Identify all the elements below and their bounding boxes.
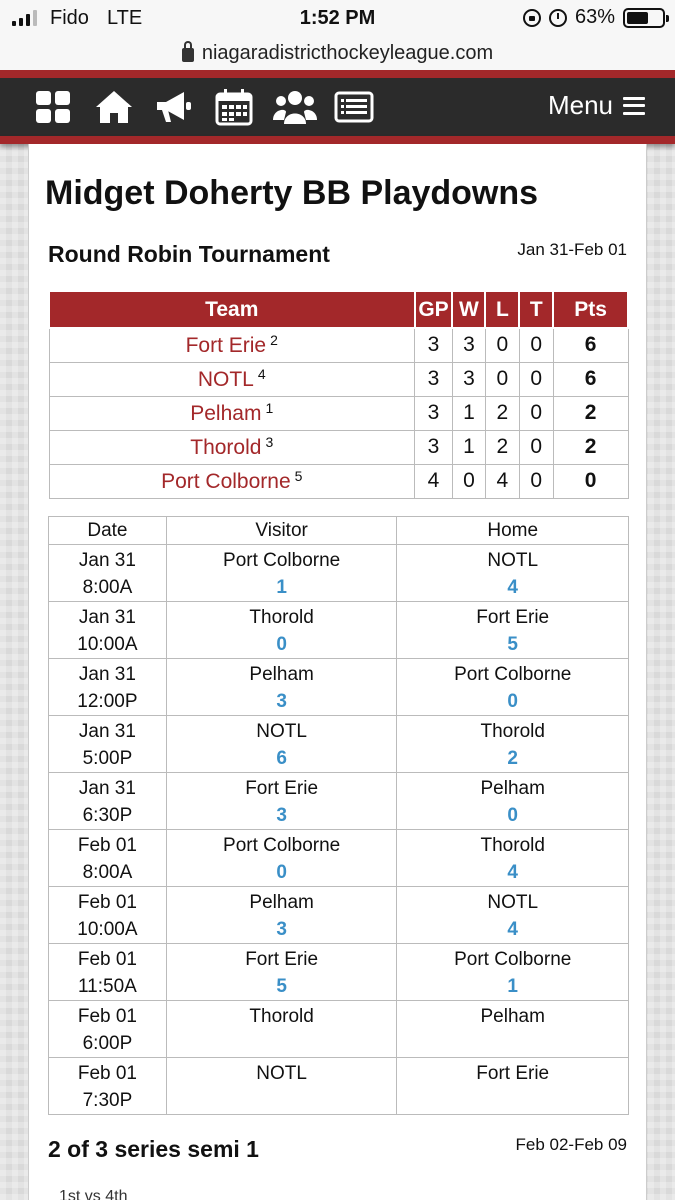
round-robin-dates: Jan 31-Feb 01 [517, 240, 627, 259]
game-date: Jan 31 [78, 778, 136, 799]
game-datetime [49, 887, 167, 944]
w-cell: 3 [452, 362, 485, 396]
network-type: LTE [107, 7, 143, 29]
semi-title: 2 of 3 series semi 1 [48, 1136, 259, 1162]
table-row [49, 362, 628, 396]
pts-cell: 2 [553, 430, 628, 464]
url-text: niagaradistricthockeyleague.com [201, 41, 494, 64]
col-w[interactable]: W [452, 292, 485, 328]
visitor-score[interactable]: 3 [276, 919, 287, 940]
l-cell: 2 [485, 396, 519, 430]
home-team: Fort Erie [476, 1063, 550, 1084]
home-team: Pelham [480, 778, 545, 799]
home-cell [397, 545, 629, 602]
visitor-cell [166, 830, 397, 887]
game-datetime [49, 830, 167, 887]
visitor-score[interactable]: 6 [276, 748, 287, 769]
gp-cell: 3 [415, 328, 453, 362]
megaphone-icon[interactable] [154, 88, 194, 126]
game-date: Feb 01 [77, 1006, 137, 1027]
alarm-icon [549, 9, 567, 27]
semi-matchup: 1st vs 4th [59, 1188, 128, 1200]
menu-label: Menu [547, 90, 613, 120]
game-datetime [49, 944, 167, 1001]
game-date: Jan 31 [78, 664, 136, 685]
game-time: 10:00A [77, 919, 138, 940]
game-time: 6:00P [82, 1033, 133, 1054]
col-visitor: Visitor [166, 517, 397, 545]
game-date: Jan 31 [78, 550, 136, 571]
visitor-team: Port Colborne [223, 550, 341, 571]
team-link[interactable]: Port Colborne $^5$ [49, 464, 415, 498]
content-panel [28, 144, 647, 1200]
visitor-score[interactable]: 1 [276, 577, 287, 598]
team-seed: 4 [257, 366, 266, 382]
visitor-score[interactable]: 3 [276, 691, 287, 712]
game-time: 8:00A [82, 862, 133, 883]
col-gp[interactable]: GP [415, 292, 453, 328]
table-row [49, 464, 628, 498]
game-time: 8:00A [82, 577, 133, 598]
visitor-cell [166, 887, 397, 944]
battery-icon [623, 8, 665, 28]
visitor-cell [166, 602, 397, 659]
visitor-score[interactable]: 3 [276, 805, 287, 826]
t-cell: 0 [519, 362, 553, 396]
visitor-cell [166, 1058, 397, 1115]
news-icon[interactable] [334, 88, 374, 126]
w-cell: 0 [452, 464, 485, 498]
game-date: Feb 01 [77, 835, 137, 856]
visitor-cell [166, 545, 397, 602]
w-cell: 3 [452, 328, 485, 362]
visitor-cell [166, 1001, 397, 1058]
people-icon[interactable] [272, 88, 318, 126]
l-cell: 0 [485, 362, 519, 396]
table-row [49, 830, 629, 887]
team-seed: 2 [270, 332, 278, 349]
games-table [48, 516, 629, 1115]
game-time: 6:30P [82, 805, 133, 826]
table-row [49, 602, 629, 659]
table-row [49, 396, 628, 430]
address-bar[interactable] [0, 36, 675, 70]
home-score[interactable]: 5 [507, 634, 518, 655]
round-robin-title: Round Robin Tournament [48, 241, 330, 267]
team-seed: 5 [294, 468, 303, 484]
game-datetime [49, 659, 167, 716]
visitor-team: Port Colborne [223, 835, 341, 856]
visitor-team: NOTL [256, 721, 307, 742]
gp-cell: 3 [415, 362, 453, 396]
l-cell: 4 [485, 464, 519, 498]
t-cell: 0 [519, 396, 553, 430]
team-seed: 1 [265, 400, 274, 416]
gp-cell: 4 [415, 464, 453, 498]
table-row [49, 545, 629, 602]
hamburger-icon [623, 97, 645, 115]
home-team: Port Colborne [454, 949, 572, 970]
visitor-team: Thorold [249, 1006, 314, 1027]
carrier-name: Fido [50, 7, 89, 29]
calendar-icon[interactable] [214, 88, 254, 126]
w-cell: 1 [452, 430, 485, 464]
home-team: Pelham [480, 1006, 545, 1027]
table-row [49, 716, 629, 773]
visitor-team: Fort Erie [245, 949, 319, 970]
semi-dates: Feb 02-Feb 09 [515, 1135, 627, 1154]
game-date: Jan 31 [78, 721, 136, 742]
game-time: 12:00P [77, 691, 138, 712]
game-datetime [49, 545, 167, 602]
home-cell [397, 773, 629, 830]
home-team: NOTL [487, 892, 539, 913]
orientation-lock-icon [523, 9, 541, 27]
game-datetime [49, 602, 167, 659]
home-cell [397, 1058, 629, 1115]
t-cell: 0 [519, 430, 553, 464]
home-team: Port Colborne [454, 664, 572, 685]
table-row [49, 1058, 629, 1115]
home-cell [397, 887, 629, 944]
team-link[interactable]: Fort Erie $^2$ [49, 328, 415, 362]
page-title: Midget Doherty BB Playdowns [45, 174, 539, 212]
table-row [49, 1001, 629, 1058]
home-cell [397, 716, 629, 773]
l-cell: 2 [485, 430, 519, 464]
game-datetime [49, 716, 167, 773]
visitor-score[interactable]: 5 [276, 976, 287, 997]
standings-header-row [49, 292, 628, 328]
table-row [49, 773, 629, 830]
team-link[interactable]: NOTL $^4$ [49, 362, 415, 396]
visitor-score[interactable]: 0 [276, 862, 287, 883]
pts-cell: 6 [553, 362, 628, 396]
visitor-team: Pelham [249, 664, 314, 685]
games-header-row [49, 517, 629, 545]
site-nav [0, 78, 675, 136]
table-row [49, 430, 628, 464]
home-icon[interactable] [94, 88, 134, 126]
table-row [49, 887, 629, 944]
menu-button[interactable] [548, 90, 645, 121]
pts-cell: 2 [553, 396, 628, 430]
game-date: Feb 01 [77, 1063, 137, 1084]
game-datetime [49, 773, 167, 830]
col-pts[interactable]: Pts [553, 292, 628, 328]
home-team: NOTL [487, 550, 539, 571]
game-time: 10:00A [77, 634, 138, 655]
gp-cell: 3 [415, 396, 453, 430]
nav-bottom-strip [0, 136, 675, 144]
game-datetime [49, 1001, 167, 1058]
visitor-team: NOTL [256, 1063, 307, 1084]
home-cell [397, 944, 629, 1001]
team-link[interactable]: Thorold $^3$ [49, 430, 415, 464]
team-link[interactable]: Pelham $^1$ [49, 396, 415, 430]
table-row [49, 328, 628, 362]
visitor-cell [166, 716, 397, 773]
table-row [49, 659, 629, 716]
home-score[interactable]: 4 [507, 862, 518, 883]
battery-percent: 63% [574, 6, 615, 28]
pts-cell: 6 [553, 328, 628, 362]
team-seed: 3 [265, 434, 274, 450]
status-time: 1:52 PM [299, 7, 376, 29]
home-cell [397, 1001, 629, 1058]
lock-icon [182, 48, 194, 62]
col-home: Home [397, 517, 629, 545]
home-score[interactable]: 2 [507, 748, 518, 769]
home-score[interactable]: 1 [507, 976, 518, 997]
visitor-cell [166, 659, 397, 716]
home-cell [397, 830, 629, 887]
col-t[interactable]: T [519, 292, 553, 328]
w-cell: 1 [452, 396, 485, 430]
col-date: Date [49, 517, 167, 545]
home-team: Thorold [480, 835, 545, 856]
visitor-team: Thorold [249, 607, 314, 628]
game-date: Jan 31 [78, 607, 136, 628]
col-l[interactable]: L [485, 292, 519, 328]
home-cell [397, 602, 629, 659]
nav-top-strip [0, 70, 675, 78]
gp-cell: 3 [415, 430, 453, 464]
table-row [49, 944, 629, 1001]
game-datetime [49, 1058, 167, 1115]
t-cell: 0 [519, 464, 553, 498]
game-time: 11:50A [78, 976, 137, 997]
visitor-team: Pelham [249, 892, 314, 913]
home-cell [397, 659, 629, 716]
col-team[interactable]: Team [49, 292, 415, 328]
visitor-score[interactable]: 0 [276, 634, 287, 655]
grid-icon[interactable] [34, 88, 74, 126]
status-bar [0, 0, 675, 36]
visitor-cell [166, 773, 397, 830]
game-time: 7:30P [82, 1090, 133, 1111]
home-score[interactable]: 4 [507, 577, 518, 598]
pts-cell: 0 [553, 464, 628, 498]
home-team: Thorold [480, 721, 545, 742]
home-score[interactable]: 4 [507, 919, 518, 940]
home-team: Fort Erie [476, 607, 550, 628]
l-cell: 0 [485, 328, 519, 362]
home-score[interactable]: 0 [507, 691, 518, 712]
visitor-team: Fort Erie [245, 778, 319, 799]
standings-table [48, 292, 629, 499]
t-cell: 0 [519, 328, 553, 362]
home-score[interactable]: 0 [507, 805, 518, 826]
game-date: Feb 01 [77, 892, 137, 913]
game-time: 5:00P [82, 748, 133, 769]
visitor-cell [166, 944, 397, 1001]
game-date: Feb 01 [77, 949, 137, 970]
